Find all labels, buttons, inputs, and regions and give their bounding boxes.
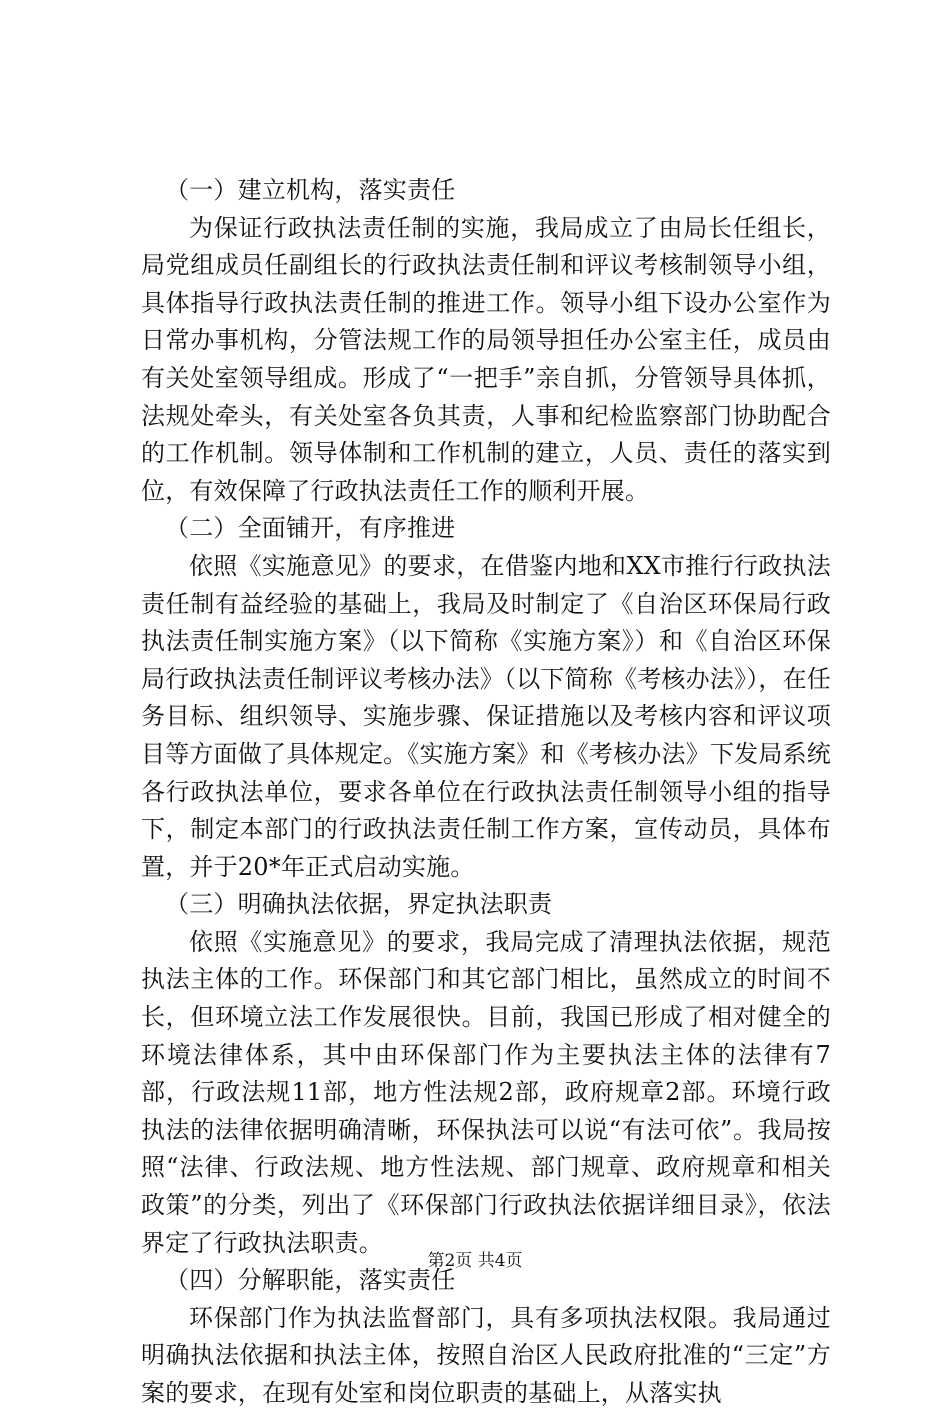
section-2-paragraph: 依照《实施意见》的要求，在借鉴内地和XX市推行行政执法责任制有益经验的基础上，我局及时制定了《自治区环保局行政执法责任制实施方案》（以下简称《实施方案》）和《自治区环保局行政执法责任制评议考核办法》（以下简称《考核办法》），在任务目标、组织领导、实施步骤、保证措施以及考核内容和评议项目等方面做了具体规定。《实施方案》和《考核办法》下发局系统各行政执法单位，要求各单位在行政执法责任制领导小组的指导下，制定本部门的行政执法责任制工作方案，宣传动员，具体布置，并于20*年正式启动实施。 [141, 551, 831, 881]
section-4-paragraph: 环保部门作为执法监督部门，具有多项执法权限。我局通过明确执法依据和执法主体，按照自治区人民政府批准的“三定”方案的要求，在现有处室和岗位职责的基础上，从落实执 [141, 1303, 831, 1407]
section-1-heading: （一）建立机构，落实责任 [165, 176, 456, 204]
section-3-heading: （三）明确执法依据，界定执法职责 [165, 890, 553, 919]
document-body [141, 172, 831, 1413]
section-4-heading: （四）分解职能，落实责任 [165, 1266, 456, 1295]
page-number-footer: 第2页 共4页 [427, 1251, 523, 1271]
section-3-paragraph: 依照《实施意见》的要求，我局完成了清理执法依据，规范执法主体的工作。环保部门和其它部门相比，虽然成立的时间不长，但环境立法工作发展很快。目前，我国已形成了相对健全的环境法律体系，其中由环保部门作为主要执法主体的法律有7部，行政法规11部，地方性法规2部，政府规章2部。环境行政执法的法律依据明确清晰，环保执法可以说“有法可依”。我局按照“法律、行政法规、地方性法规、部门规章、政府规章和相关政策”的分类，列出了《环保部门行政执法依据详细目录》，依法界定了行政执法职责。 [141, 927, 831, 1257]
section-2-heading: （二）全面铺开，有序推进 [165, 514, 456, 543]
section-1-paragraph: 为保证行政执法责任制的实施，我局成立了由局长任组长，局党组成员任副组长的行政执法责任制和评议考核制领导小组，具体指导行政执法责任制的推进工作。领导小组下设办公室作为日常办事机构，分管法规工作的局领导担任办公室主任，成员由有关处室领导组成。形成了“一把手”亲自抓，分管领导具体抓，法规处牵头，有关处室各负其责，人事和纪检监察部门协助配合的工作机制。领导体制和工作机制的建立，人员、责任的落实到位，有效保障了行政执法责任工作的顺利开展。 [141, 213, 831, 505]
